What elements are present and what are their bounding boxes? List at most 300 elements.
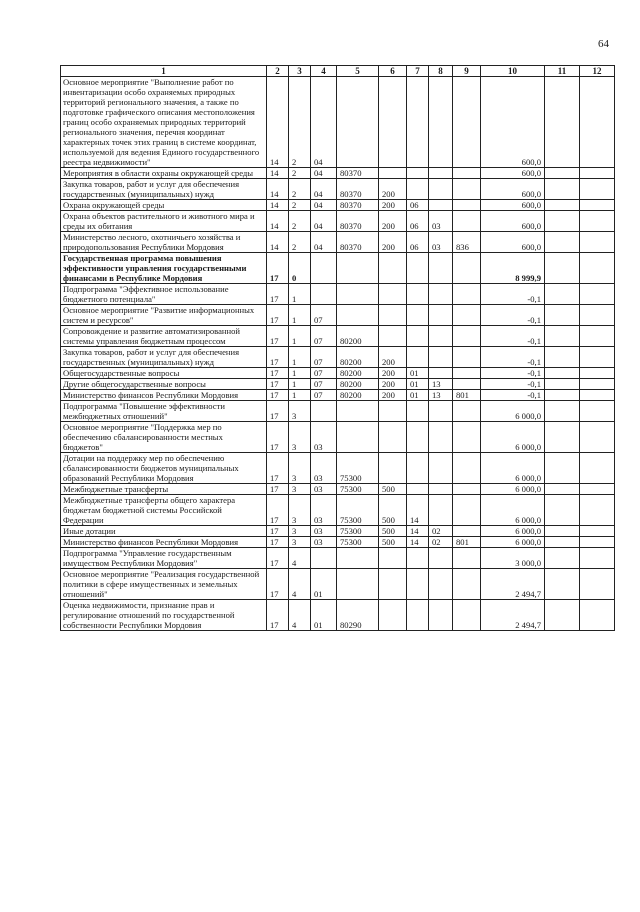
table-cell	[429, 284, 453, 305]
table-cell: 4	[289, 548, 311, 569]
table-cell: 07	[311, 368, 337, 379]
table-row	[61, 401, 615, 422]
table-cell	[379, 326, 407, 347]
table-cell	[379, 422, 407, 453]
table-cell	[453, 569, 481, 600]
table-cell	[311, 284, 337, 305]
table-cell	[580, 347, 615, 368]
table-cell: 04	[311, 77, 337, 168]
column-header: 7	[407, 66, 429, 77]
table-cell: 06	[407, 232, 429, 253]
table-row	[61, 347, 615, 368]
table-cell	[379, 569, 407, 600]
row-description: Иные дотации	[61, 526, 267, 537]
table-cell	[545, 211, 580, 232]
table-cell: 3	[289, 526, 311, 537]
table-cell: 1	[289, 305, 311, 326]
table-body	[61, 77, 615, 631]
table-cell	[545, 179, 580, 200]
table-cell: 80200	[337, 379, 379, 390]
table-cell: 75300	[337, 453, 379, 484]
table-cell: 14	[267, 168, 289, 179]
table-cell: 1	[289, 368, 311, 379]
table-cell	[580, 326, 615, 347]
table-cell: -0,1	[481, 379, 545, 390]
table-cell: 3	[289, 422, 311, 453]
table-cell: 200	[379, 347, 407, 368]
column-header: 3	[289, 66, 311, 77]
table-cell: 75300	[337, 495, 379, 526]
table-cell: 600,0	[481, 168, 545, 179]
table-cell	[311, 401, 337, 422]
table-cell	[429, 422, 453, 453]
table-cell: 03	[311, 537, 337, 548]
table-cell: 80200	[337, 390, 379, 401]
table-cell	[379, 284, 407, 305]
table-cell	[453, 600, 481, 631]
table-cell: 03	[311, 453, 337, 484]
table-row	[61, 537, 615, 548]
table-cell: 1	[289, 326, 311, 347]
table-cell	[545, 569, 580, 600]
table-cell	[545, 253, 580, 284]
table-cell: 17	[267, 284, 289, 305]
table-cell	[453, 526, 481, 537]
table-cell	[407, 284, 429, 305]
table-cell	[311, 253, 337, 284]
table-cell: 14	[267, 179, 289, 200]
table-cell: 03	[311, 526, 337, 537]
row-description: Сопровождение и развитие автоматизированной системы управления бюджетным процессом	[61, 326, 267, 347]
table-cell	[379, 401, 407, 422]
table-cell: 02	[429, 526, 453, 537]
table-cell	[429, 569, 453, 600]
table-cell: 75300	[337, 537, 379, 548]
table-cell: 01	[407, 390, 429, 401]
table-cell: 13	[429, 379, 453, 390]
table-cell	[429, 600, 453, 631]
table-cell	[580, 526, 615, 537]
table-cell: 500	[379, 495, 407, 526]
table-cell: 02	[429, 537, 453, 548]
table-cell: 80370	[337, 179, 379, 200]
table-cell: 1	[289, 379, 311, 390]
table-cell	[580, 200, 615, 211]
table-cell: 600,0	[481, 232, 545, 253]
table-cell	[453, 495, 481, 526]
table-cell: -0,1	[481, 390, 545, 401]
table-cell: 6 000,0	[481, 453, 545, 484]
table-cell: 17	[267, 379, 289, 390]
row-description: Общегосударственные вопросы	[61, 368, 267, 379]
table-cell	[580, 401, 615, 422]
table-cell	[407, 77, 429, 168]
table-cell	[580, 548, 615, 569]
table-cell: -0,1	[481, 305, 545, 326]
table-cell: 01	[407, 379, 429, 390]
table-cell	[545, 390, 580, 401]
table-cell: 80290	[337, 600, 379, 631]
table-cell: 13	[429, 390, 453, 401]
table-cell: 07	[311, 305, 337, 326]
table-cell	[429, 200, 453, 211]
table-row	[61, 211, 615, 232]
table-cell: 200	[379, 379, 407, 390]
table-cell: 17	[267, 368, 289, 379]
table-cell: -0,1	[481, 284, 545, 305]
table-cell: 3	[289, 401, 311, 422]
table-cell	[429, 484, 453, 495]
table-cell	[429, 179, 453, 200]
table-cell: 6 000,0	[481, 495, 545, 526]
table-cell	[453, 347, 481, 368]
table-cell	[545, 200, 580, 211]
table-cell	[545, 368, 580, 379]
row-description: Основное мероприятие "Поддержка мер по обеспечению сбалансированности местных бюджетов"	[61, 422, 267, 453]
table-cell: 03	[429, 232, 453, 253]
table-cell	[379, 168, 407, 179]
table-cell: 500	[379, 484, 407, 495]
table-cell	[453, 379, 481, 390]
row-description: Подпрограмма "Управление государственным имуществом Республики Мордовия"	[61, 548, 267, 569]
table-cell: 80200	[337, 326, 379, 347]
table-cell	[545, 484, 580, 495]
table-row	[61, 305, 615, 326]
row-description: Основное мероприятие "Развитие информационных систем и ресурсов"	[61, 305, 267, 326]
table-cell	[545, 495, 580, 526]
table-cell: 801	[453, 390, 481, 401]
table-cell: 17	[267, 305, 289, 326]
table-cell: 17	[267, 453, 289, 484]
table-cell	[580, 305, 615, 326]
row-description: Министерство финансов Республики Мордовия	[61, 537, 267, 548]
table-cell	[580, 368, 615, 379]
table-cell	[580, 168, 615, 179]
table-row	[61, 526, 615, 537]
budget-table	[60, 65, 615, 631]
table-cell	[580, 600, 615, 631]
table-cell	[453, 548, 481, 569]
table-cell: 80370	[337, 200, 379, 211]
table-cell	[337, 422, 379, 453]
table-cell: 17	[267, 484, 289, 495]
table-cell: 04	[311, 168, 337, 179]
table-cell	[453, 484, 481, 495]
table-cell	[453, 200, 481, 211]
table-cell	[337, 401, 379, 422]
table-cell: 14	[267, 77, 289, 168]
table-cell	[379, 600, 407, 631]
table-cell: 04	[311, 179, 337, 200]
table-cell	[429, 401, 453, 422]
table-cell	[545, 537, 580, 548]
table-cell: 04	[311, 232, 337, 253]
table-cell	[545, 526, 580, 537]
table-cell	[407, 484, 429, 495]
table-cell: 0	[289, 253, 311, 284]
table-cell	[580, 495, 615, 526]
table-cell: 17	[267, 253, 289, 284]
table-cell: 14	[407, 537, 429, 548]
table-cell: 04	[311, 211, 337, 232]
page-number: 64	[598, 38, 609, 50]
table-cell	[545, 600, 580, 631]
table-cell: 14	[267, 232, 289, 253]
table-cell	[379, 77, 407, 168]
table-cell	[453, 284, 481, 305]
table-cell	[453, 211, 481, 232]
table-cell: 17	[267, 495, 289, 526]
table-cell: 600,0	[481, 211, 545, 232]
table-row	[61, 453, 615, 484]
table-cell	[407, 326, 429, 347]
table-cell: 14	[407, 526, 429, 537]
table-cell: 2	[289, 200, 311, 211]
table-row	[61, 484, 615, 495]
table-cell	[379, 253, 407, 284]
column-header: 10	[481, 66, 545, 77]
table-cell	[545, 305, 580, 326]
row-description: Дотации на поддержку мер по обеспечению сбалансированности бюджетов муниципальных образований Республики Мордовия	[61, 453, 267, 484]
table-cell: 1	[289, 347, 311, 368]
table-cell: 80370	[337, 211, 379, 232]
table-cell	[407, 253, 429, 284]
table-row	[61, 326, 615, 347]
row-description: Охрана объектов растительного и животного мира и среды их обитания	[61, 211, 267, 232]
table-row	[61, 253, 615, 284]
table-cell: 07	[311, 326, 337, 347]
table-cell	[580, 253, 615, 284]
table-cell: 3	[289, 537, 311, 548]
table-cell	[337, 305, 379, 326]
table-cell: 75300	[337, 484, 379, 495]
table-cell	[407, 347, 429, 368]
table-cell: 1	[289, 390, 311, 401]
table-cell	[580, 422, 615, 453]
table-cell	[453, 168, 481, 179]
table-cell	[545, 284, 580, 305]
table-cell	[379, 305, 407, 326]
table-cell: 17	[267, 347, 289, 368]
table-cell	[580, 379, 615, 390]
table-cell	[337, 253, 379, 284]
table-cell	[545, 422, 580, 453]
table-cell	[580, 77, 615, 168]
row-description: Другие общегосударственные вопросы	[61, 379, 267, 390]
row-description: Межбюджетные трансферты	[61, 484, 267, 495]
table-cell: 2	[289, 168, 311, 179]
table-cell: 07	[311, 347, 337, 368]
row-description: Министерство финансов Республики Мордовия	[61, 390, 267, 401]
table-cell	[545, 232, 580, 253]
table-cell: 17	[267, 548, 289, 569]
column-header: 9	[453, 66, 481, 77]
table-cell: 01	[311, 569, 337, 600]
table-cell: 06	[407, 211, 429, 232]
table-cell	[545, 168, 580, 179]
table-cell: 6 000,0	[481, 526, 545, 537]
table-row	[61, 422, 615, 453]
table-cell	[580, 453, 615, 484]
table-cell	[429, 326, 453, 347]
table-cell	[453, 253, 481, 284]
table-cell: 14	[267, 200, 289, 211]
table-cell: 80370	[337, 232, 379, 253]
table-cell: 80200	[337, 347, 379, 368]
table-cell: 200	[379, 390, 407, 401]
table-cell: 3	[289, 495, 311, 526]
row-description: Подпрограмма "Эффективное использование бюджетного потенциала"	[61, 284, 267, 305]
table-cell	[407, 179, 429, 200]
table-cell	[429, 548, 453, 569]
table-cell: 600,0	[481, 200, 545, 211]
table-cell: 2 494,7	[481, 569, 545, 600]
table-cell: 3 000,0	[481, 548, 545, 569]
table-row	[61, 569, 615, 600]
table-cell: 500	[379, 526, 407, 537]
table-cell: 2	[289, 179, 311, 200]
table-cell	[580, 537, 615, 548]
table-cell: 17	[267, 600, 289, 631]
table-cell: 2	[289, 77, 311, 168]
table-cell: 500	[379, 537, 407, 548]
table-cell	[453, 401, 481, 422]
table-cell	[545, 379, 580, 390]
column-header: 12	[580, 66, 615, 77]
row-description: Основное мероприятие "Реализация государственной политики в сфере имущественных и земельных отношений"	[61, 569, 267, 600]
table-cell	[407, 453, 429, 484]
table-cell	[379, 453, 407, 484]
table-cell: 17	[267, 326, 289, 347]
table-cell: 03	[311, 422, 337, 453]
row-description: Государственная программа повышения эффективности управления государственными финансами в Республике Мордовия	[61, 253, 267, 284]
table-cell	[407, 168, 429, 179]
row-description: Подпрограмма "Повышение эффективности межбюджетных отношений"	[61, 401, 267, 422]
table-row	[61, 232, 615, 253]
table-cell	[429, 453, 453, 484]
table-cell: 17	[267, 526, 289, 537]
table-cell: 836	[453, 232, 481, 253]
table-cell	[580, 569, 615, 600]
table-row	[61, 284, 615, 305]
row-description: Межбюджетные трансферты общего характера бюджетам бюджетной системы Российской Федерации	[61, 495, 267, 526]
table-cell	[453, 368, 481, 379]
table-cell	[337, 548, 379, 569]
table-cell: 8 999,9	[481, 253, 545, 284]
table-cell: 80200	[337, 368, 379, 379]
column-header: 11	[545, 66, 580, 77]
table-cell: 03	[311, 495, 337, 526]
table-cell: 2	[289, 232, 311, 253]
table-cell: 200	[379, 179, 407, 200]
header-row	[61, 66, 615, 77]
row-description: Охрана окружающей среды	[61, 200, 267, 211]
table-row	[61, 600, 615, 631]
table-cell	[429, 368, 453, 379]
table-cell: 3	[289, 453, 311, 484]
table-cell: 03	[429, 211, 453, 232]
table-cell: 17	[267, 401, 289, 422]
table-cell: 06	[407, 200, 429, 211]
table-cell: 4	[289, 600, 311, 631]
table-cell	[453, 179, 481, 200]
table-cell	[545, 326, 580, 347]
table-cell	[545, 548, 580, 569]
table-cell: -0,1	[481, 326, 545, 347]
table-cell	[580, 484, 615, 495]
table-cell	[407, 548, 429, 569]
table-cell: 75300	[337, 526, 379, 537]
row-description: Министерство лесного, охотничьего хозяйства и природопользования Республики Мордовия	[61, 232, 267, 253]
table-cell: 2 494,7	[481, 600, 545, 631]
table-cell	[453, 77, 481, 168]
table-cell	[545, 453, 580, 484]
table-cell: 2	[289, 211, 311, 232]
table-cell	[407, 600, 429, 631]
table-cell: 1	[289, 284, 311, 305]
table-cell: 6 000,0	[481, 484, 545, 495]
table-cell	[545, 77, 580, 168]
table-cell: 6 000,0	[481, 422, 545, 453]
table-cell: 17	[267, 390, 289, 401]
table-cell: 6 000,0	[481, 537, 545, 548]
table-cell: 200	[379, 232, 407, 253]
table-cell	[453, 326, 481, 347]
column-header: 1	[61, 66, 267, 77]
table-cell	[429, 305, 453, 326]
table-cell	[429, 253, 453, 284]
table-row	[61, 379, 615, 390]
table-cell	[580, 284, 615, 305]
column-header: 4	[311, 66, 337, 77]
table-row	[61, 77, 615, 168]
table-cell	[429, 168, 453, 179]
table-cell: 200	[379, 200, 407, 211]
column-header: 5	[337, 66, 379, 77]
table-cell: 200	[379, 368, 407, 379]
table-cell: 3	[289, 484, 311, 495]
table-cell: 14	[267, 211, 289, 232]
row-description: Закупка товаров, работ и услуг для обеспечения государственных (муниципальных) нужд	[61, 179, 267, 200]
table-cell	[545, 347, 580, 368]
table-cell	[453, 422, 481, 453]
table-cell: 01	[311, 600, 337, 631]
table-cell	[407, 569, 429, 600]
table-cell	[429, 347, 453, 368]
table-cell: 801	[453, 537, 481, 548]
column-header: 2	[267, 66, 289, 77]
table-cell	[379, 548, 407, 569]
table-cell	[429, 77, 453, 168]
row-description: Основное мероприятие "Выполнение работ по инвентаризации особо охраняемых природных территорий регионального значения, а также по подготовке графического описания местоположения границ особо охраняемых природных территорий регионального значения, перечня координат характерных точек этих границ в системе координат, используемой для ведения Единого государственного реестра недвижимости"	[61, 77, 267, 168]
table-cell	[311, 548, 337, 569]
table-cell: 17	[267, 422, 289, 453]
table-cell: 14	[407, 495, 429, 526]
table-row	[61, 548, 615, 569]
table-row	[61, 168, 615, 179]
table-cell	[545, 401, 580, 422]
table-cell: 200	[379, 211, 407, 232]
table-cell	[407, 401, 429, 422]
table-cell: 17	[267, 569, 289, 600]
table-cell: 80370	[337, 168, 379, 179]
table-cell: 07	[311, 379, 337, 390]
table-row	[61, 179, 615, 200]
table-cell	[407, 422, 429, 453]
table-cell: 600,0	[481, 179, 545, 200]
table-cell: -0,1	[481, 368, 545, 379]
table-cell: 4	[289, 569, 311, 600]
